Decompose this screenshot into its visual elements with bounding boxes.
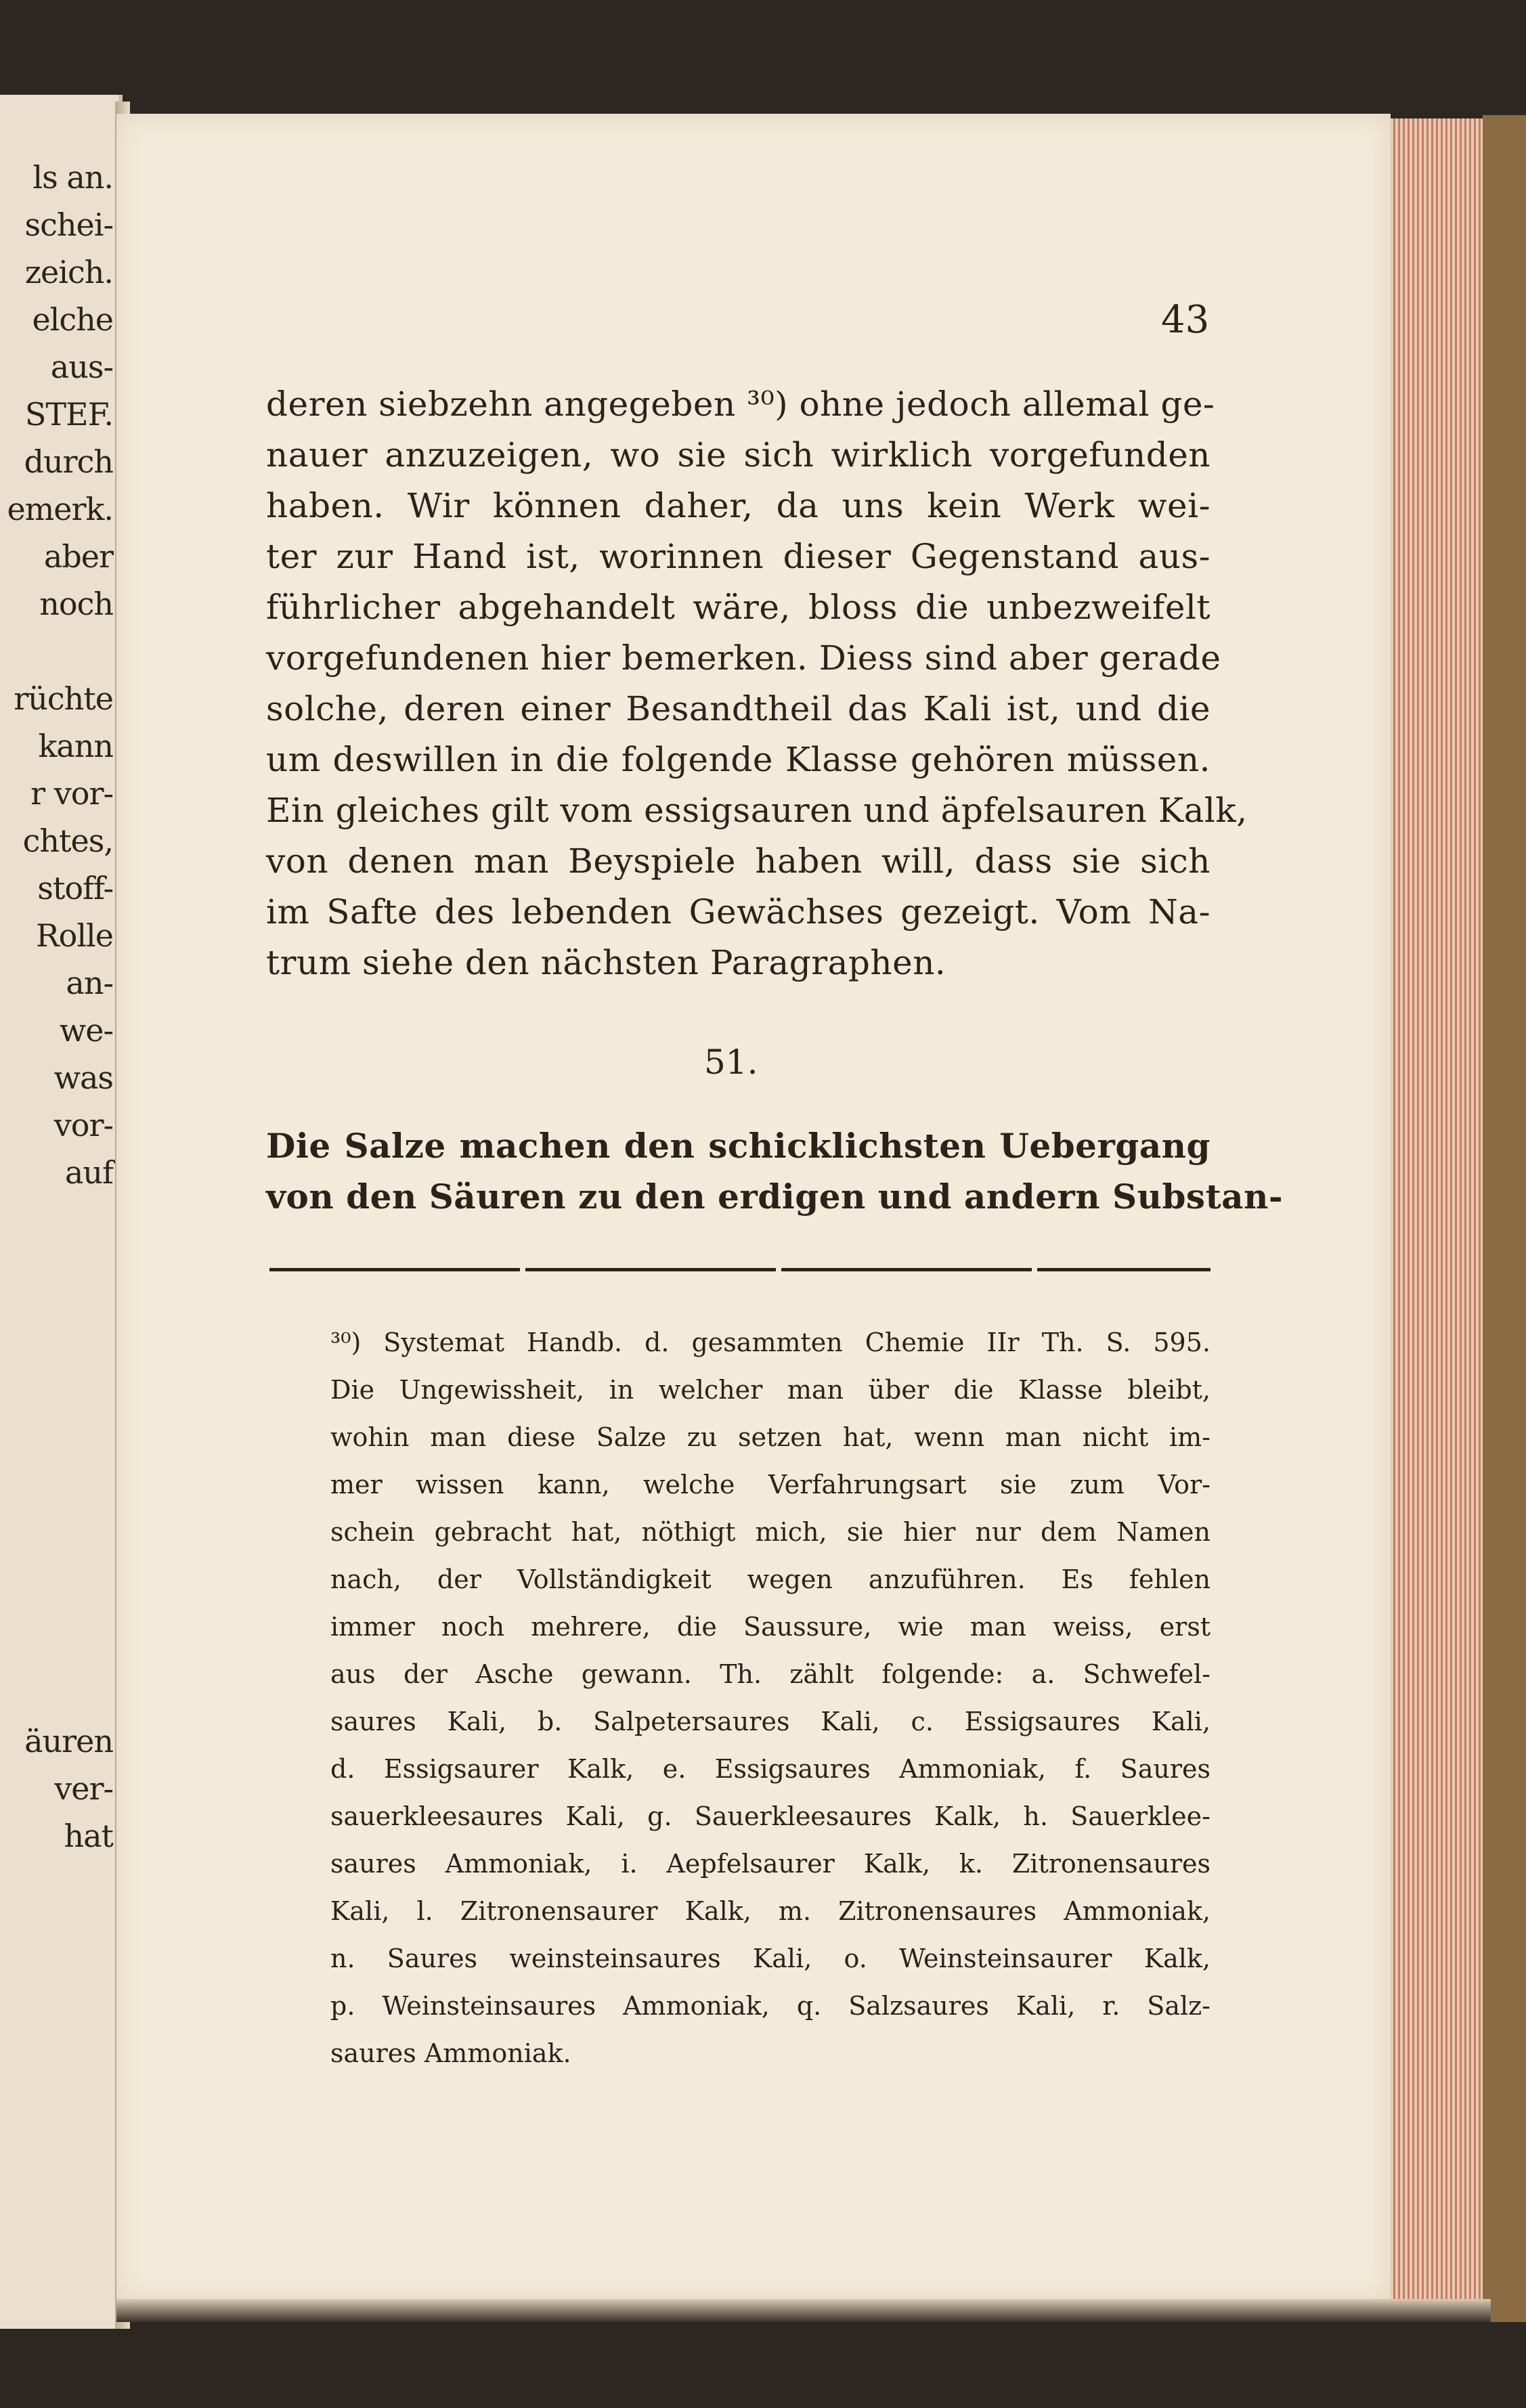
left-page-fragment: aber	[43, 538, 113, 575]
footnote-line: sauerkleesaures Kali, g. Sauerkleesaures Kalk, h. Sauerklee-	[330, 1801, 1211, 1831]
footnote-line: Die Ungewissheit, in welcher man über die Klasse bleibt,	[330, 1375, 1211, 1405]
footnote-line: saures Ammoniak.	[330, 2038, 571, 2068]
footnote	[330, 1319, 1211, 2077]
left-page-fragment: chtes,	[22, 823, 113, 859]
text-line: führlicher abgehandelt wäre, bloss die unbezweifelt	[266, 588, 1211, 627]
footnote-line: saures Ammoniak, i. Aepfelsaurer Kalk, k. Zitronensaures	[330, 1849, 1211, 1879]
left-page-fragment: stoff-	[37, 870, 113, 906]
left-page-fragment: we-	[59, 1012, 113, 1049]
left-page-fragment: zeich.	[24, 254, 113, 290]
left-page-fragment: Rolle	[36, 917, 113, 954]
left-page-fragment: durch	[24, 443, 113, 480]
footnote-line: immer noch mehrere, die Saussure, wie man weiss, erst	[330, 1612, 1211, 1642]
left-page-fragment: schei-	[24, 206, 113, 243]
left-page-fragment: vor-	[53, 1107, 113, 1143]
left-page-fragment: an-	[66, 965, 113, 1001]
text-line: haben. Wir können daher, da uns kein Werk wei-	[266, 486, 1211, 525]
left-page-fragment: äuren	[24, 1723, 113, 1759]
section-text	[266, 1120, 1284, 1222]
text-line: ter zur Hand ist, worinnen dieser Gegenstand aus-	[266, 537, 1211, 576]
left-page-fragment: noch	[39, 586, 113, 622]
left-page-fragment: emerk.	[7, 491, 113, 527]
text-line: trum siehe den nächsten Paragraphen.	[266, 943, 946, 982]
left-page-fragment: hat	[64, 1818, 113, 1854]
text-line: vorgefundenen hier bemerken. Diess sind aber gerade	[266, 638, 1221, 678]
footnote-line: nach, der Vollständigkeit wegen anzuführen. Es fehlen	[330, 1564, 1211, 1594]
text-line: Ein gleiches gilt vom essigsauren und äpfelsauren Kalk,	[266, 791, 1248, 830]
text-line: solche, deren einer Besandtheil das Kali ist, und die	[266, 689, 1211, 728]
section-number: 51.	[704, 1043, 758, 1082]
footnote-line: n. Saures weinsteinsaures Kali, o. Weinsteinsaurer Kalk,	[330, 1944, 1211, 1973]
page-bottom-edge	[116, 2299, 1491, 2322]
footnote-line: aus der Asche gewann. Th. zählt folgende: a. Schwefel-	[330, 1659, 1211, 1689]
left-page-fragment: aus-	[50, 349, 113, 385]
footnote-line: wohin man diese Salze zu setzen hat, wenn man nicht im-	[330, 1422, 1211, 1452]
text-line: nauer anzuzeigen, wo sie sich wirklich vorgefunden	[266, 435, 1211, 475]
left-page-fragment: was	[53, 1059, 113, 1096]
text-line: Die Salze machen den schicklichsten Uebergang	[266, 1126, 1211, 1166]
text-line: deren siebzehn angegeben ³⁰) ohne jedoch allemal ge-	[266, 385, 1215, 424]
left-page-fragment: ls an.	[32, 159, 113, 196]
text-line: um deswillen in die folgende Klasse gehören müssen.	[266, 740, 1211, 779]
left-page-fragment: kann	[38, 728, 113, 764]
footnote-line: mer wissen kann, welche Verfahrungsart sie zum Vor-	[330, 1470, 1211, 1499]
left-page-fragment: STEF.	[24, 396, 113, 433]
text-line: von denen man Beyspiele haben will, dass sie sich	[266, 841, 1211, 881]
footnote-line: p. Weinsteinsaures Ammoniak, q. Salzsaures Kali, r. Salz-	[330, 1991, 1211, 2021]
body-text	[266, 379, 1248, 988]
text-line: im Safte des lebenden Gewächses gezeigt. Vom Na-	[266, 892, 1211, 932]
footnote-line: Kali, l. Zitronensaurer Kalk, m. Zitronensaures Ammoniak,	[330, 1896, 1211, 1926]
footnote-line: schein gebracht hat, nöthigt mich, sie hier nur dem Namen	[330, 1517, 1211, 1547]
left-page-fragment: elche	[32, 301, 113, 338]
page-edges	[1381, 118, 1492, 2305]
page-number: 43	[1161, 298, 1210, 342]
left-page-fragment: r vor-	[30, 775, 113, 812]
footnote-line: ³⁰) Systemat Handb. d. gesammten Chemie IIr Th. S. 595.	[330, 1328, 1211, 1357]
left-page-fragment: ver-	[54, 1770, 113, 1807]
left-page-edge	[0, 95, 123, 2329]
left-page-fragment: rüchte	[14, 680, 113, 717]
footnote-line: saures Kali, b. Salpetersaures Kali, c. Essigsaures Kali,	[330, 1707, 1211, 1736]
book-cover-edge	[1483, 115, 1526, 2322]
footnote-line: d. Essigsaurer Kalk, e. Essigsaures Ammoniak, f. Saures	[330, 1754, 1211, 1784]
footnote-rule	[269, 1268, 1211, 1271]
text-line: von den Säuren zu den erdigen und andern Substan-	[266, 1177, 1284, 1217]
left-page-fragment: auf	[64, 1154, 113, 1191]
